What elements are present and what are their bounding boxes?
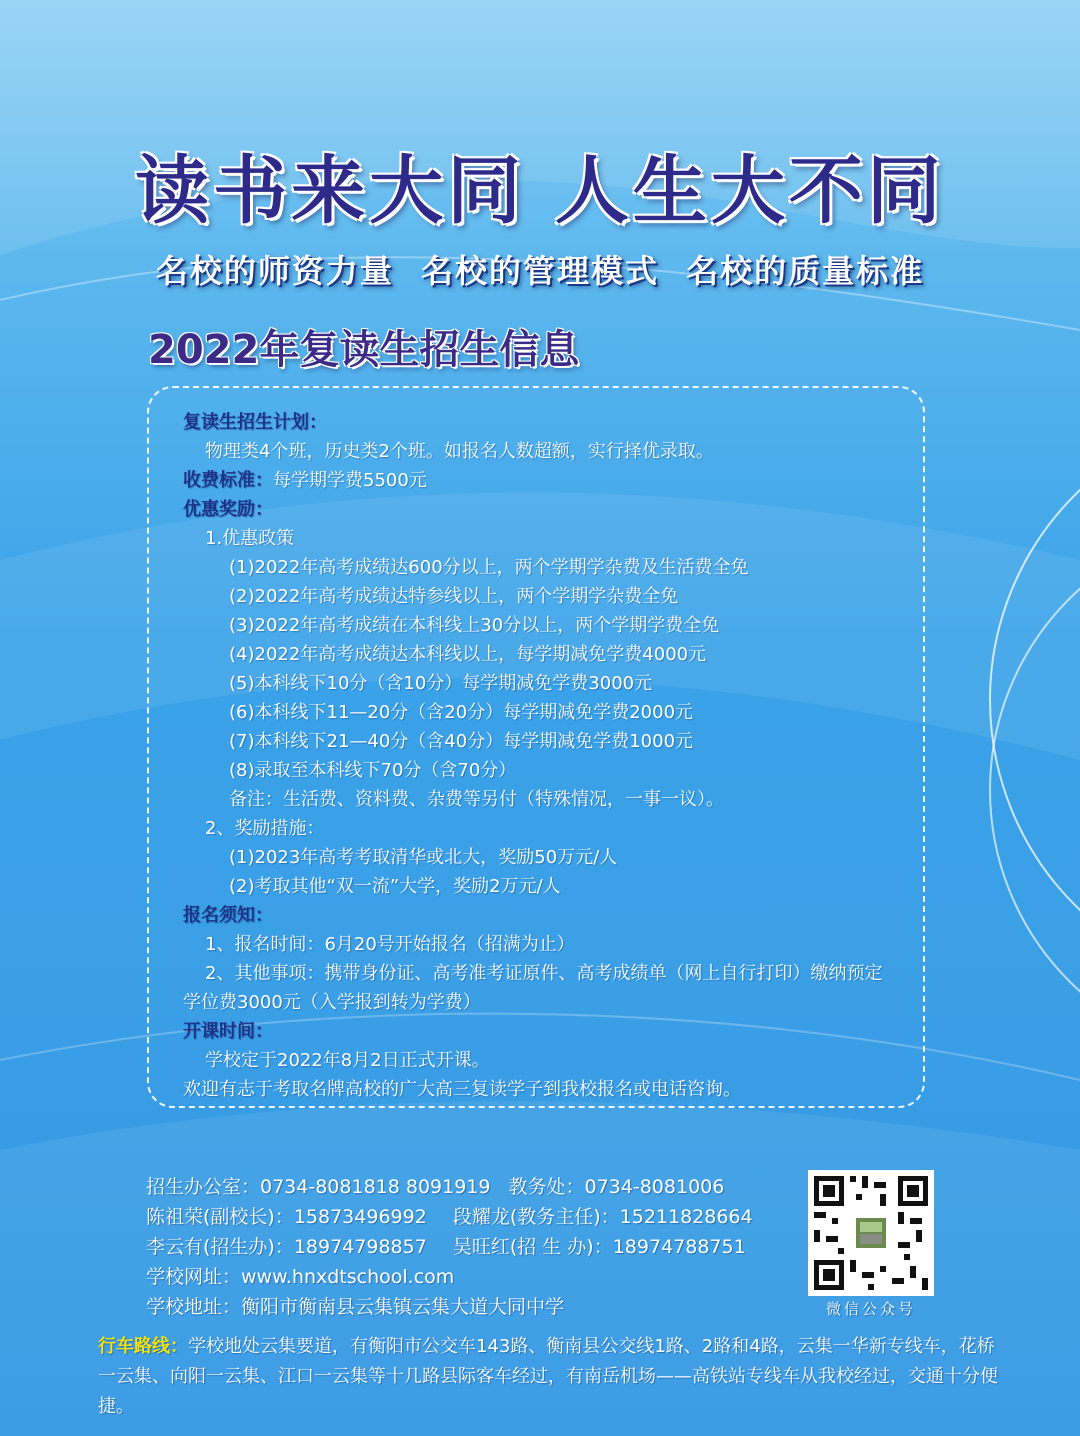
academic-phone: 教务处：0734-8081006 xyxy=(508,1176,725,1198)
school-website[interactable]: 学校网址：www.hnxdtschool.com xyxy=(146,1266,455,1288)
reward-heading: 优惠奖励： xyxy=(183,499,273,520)
policy-item: (8)录取至本科线下70分（含70分） xyxy=(229,760,517,781)
policy-item: (3)2022年高考成绩在本科线上30分以上，两个学期学费全免 xyxy=(229,615,720,636)
contact-row xyxy=(146,1172,753,1202)
headline: 读书来大同 人生大不同 xyxy=(135,148,945,234)
contact-duan: 段耀龙(教务主任)：15211828664 xyxy=(452,1206,753,1228)
policy-item: (2)2022年高考成绩达特参线以上，两个学期学杂费全免 xyxy=(229,586,679,607)
policy-note: 备注：生活费、资料费、杂费等另付（特殊情况，一事一议）。 xyxy=(229,789,724,810)
start-heading: 开课时间： xyxy=(183,1021,273,1042)
contact-row xyxy=(146,1232,753,1262)
award-item: (2)考取其他“双一流”大学，奖励2万元/人 xyxy=(229,876,561,897)
route-label: 行车路线： xyxy=(98,1336,188,1357)
subheadline: 名校的师资力量 名校的管理模式 名校的质量标准 xyxy=(155,252,925,290)
enrollment-info-box xyxy=(147,386,925,1108)
contact-li: 李云有(招生办)：18974798857 xyxy=(146,1236,427,1258)
school-address: 学校地址：衡阳市衡南县云集镇云集大道大同中学 xyxy=(146,1296,565,1318)
section-title: 2022年复读生招生信息 xyxy=(148,327,580,373)
plan-heading: 复读生招生计划： xyxy=(183,412,327,433)
policy-item: (6)本科线下11—20分（含20分）每学期减免学费2000元 xyxy=(229,702,694,723)
policy-item: (1)2022年高考成绩达600分以上，两个学期学杂费及生活费全免 xyxy=(229,557,749,578)
signup-other: 2、其他事项：携带身份证、高考准考证原件、高考成绩单（网上自行打印）缴纳预定 xyxy=(205,963,883,984)
welcome-text: 欢迎有志于考取名牌高校的广大高三复读学子到我校报名或电话咨询。 xyxy=(183,1079,741,1100)
route-text: 学校地处云集要道，有衡阳市公交车143路、衡南县公交线1路、2路和4路，云集一华新专线车，花桥一云集、向阳一云集、江口一云集等十几路县际客车经过，有南岳机场——高铁站专线车从我校经过，交通十分便捷。 xyxy=(98,1336,998,1417)
policy-item: (7)本科线下21—40分（含40分）每学期减免学费1000元 xyxy=(229,731,694,752)
start-text: 学校定于2022年8月2日正式开课。 xyxy=(205,1050,490,1071)
plan-text: 物理类4个班，历史类2个班。如报名人数超额，实行择优录取。 xyxy=(205,441,714,462)
fee-text: 每学期学费5500元 xyxy=(273,470,427,491)
policy-heading: 1.优惠政策 xyxy=(205,528,295,549)
award-item: (1)2023年高考考取清华或北大，奖励50万元/人 xyxy=(229,847,618,868)
contact-block xyxy=(146,1172,753,1322)
policy-item: (4)2022年高考成绩达本科线以上，每学期减免学费4000元 xyxy=(229,644,707,665)
route-info xyxy=(98,1332,998,1422)
policy-item: (5)本科线下10分（含10分）每学期减免学费3000元 xyxy=(229,673,653,694)
signup-heading: 报名须知： xyxy=(183,905,273,926)
signup-other-cont: 学位费3000元（入学报到转为学费） xyxy=(183,992,481,1013)
fee-line xyxy=(183,466,923,495)
contact-chen: 陈祖荣(副校长)：15873496992 xyxy=(146,1206,427,1228)
wechat-qr-code xyxy=(808,1170,934,1296)
contact-wu: 吴旺红(招 生 办)：18974788751 xyxy=(452,1236,746,1258)
qr-caption: 微信公众号 xyxy=(825,1300,916,1318)
contact-row xyxy=(146,1202,753,1232)
office-phone: 招生办公室：0734-8081818 8091919 xyxy=(146,1176,491,1198)
award-heading: 2、奖励措施： xyxy=(205,818,325,839)
fee-heading: 收费标准： xyxy=(183,470,273,491)
signup-time: 1、报名时间：6月20号开始报名（招满为止） xyxy=(205,934,575,955)
